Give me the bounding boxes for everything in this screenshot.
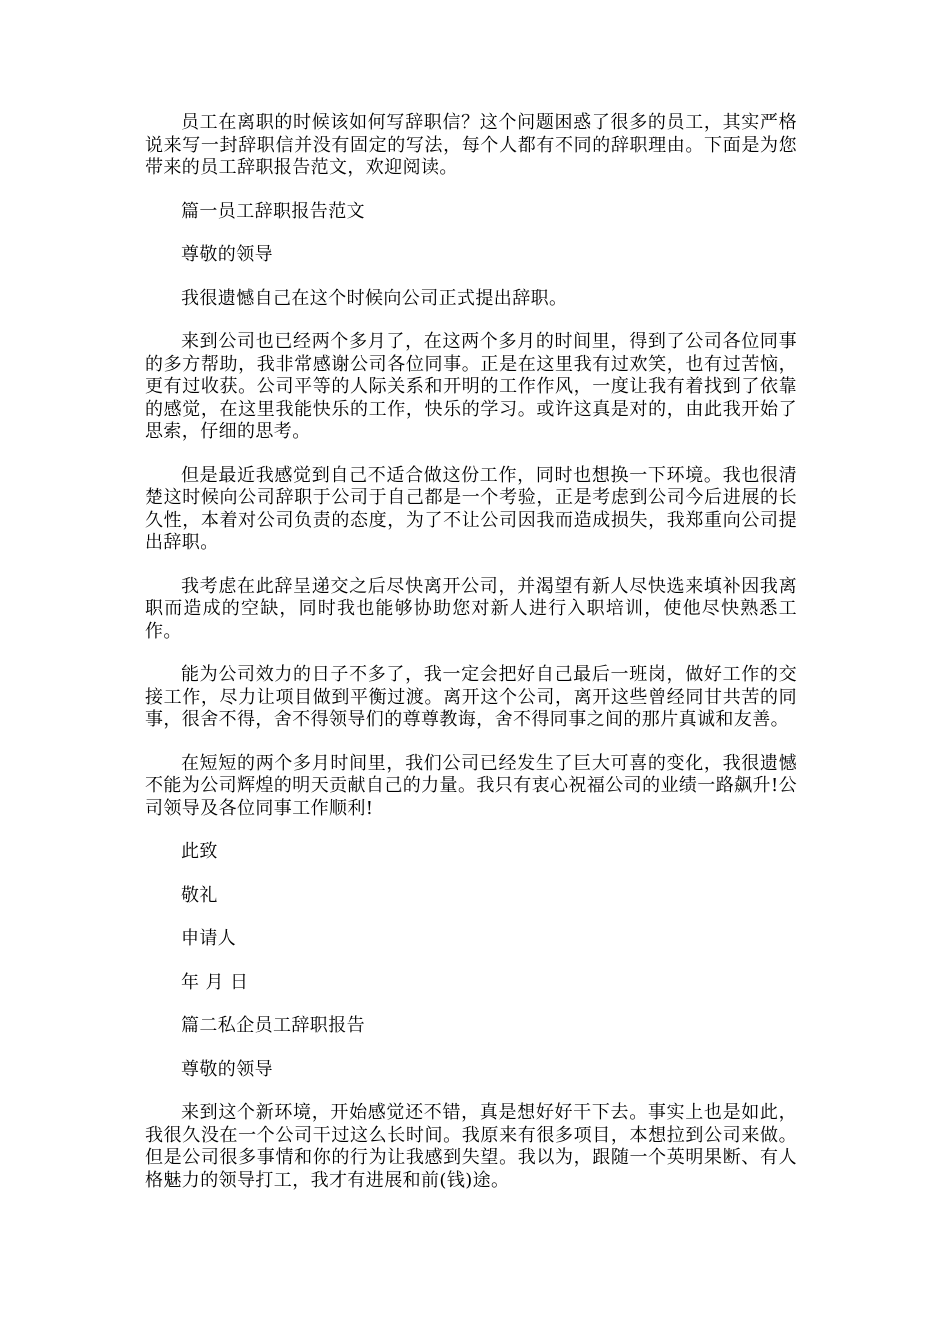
document-body [145, 112, 797, 1213]
closing-line: 敬礼 [181, 884, 218, 906]
intro-paragraph: 员工在离职的时候该如何写辞职信？这个问题困惑了很多的员工，其实严格说来写一封辞职信并没有固定的写法，每个人都有不同的辞职理由。下面是为您带来的员工辞职报告范文，欢迎阅读。 [145, 112, 797, 178]
section-heading-2: 篇二私企员工辞职报告 [181, 1015, 365, 1036]
body-paragraph: 但是最近我感觉到自己不适合做这份工作，同时也想换一下环境。我也很清楚这时候向公司辞职于公司于自己都是一个考验，正是考虑到公司今后进展的长久性，本着对公司负责的态度，为了不让公司因我而造成损失，我郑重向公司提出辞职。 [145, 464, 797, 553]
body-paragraph: 我考虑在此辞呈递交之后尽快离开公司，并渴望有新人尽快选来填补因我离职而造成的空缺，同时我也能够协助您对新人进行入职培训，使他尽快熟悉工作。 [145, 575, 797, 642]
date-line: 年 月 日 [181, 971, 249, 993]
section-heading-1: 篇一员工辞职报告范文 [181, 200, 365, 222]
body-paragraph: 在短短的两个多月时间里，我们公司已经发生了巨大可喜的变化，我很遗憾不能为公司辉煌的明天贡献自己的力量。我只有衷心祝福公司的业绩一路飙升!公司领导及各位同事工作顺利! [145, 752, 797, 819]
body-paragraph: 我很遗憾自己在这个时候向公司正式提出辞职。 [181, 287, 568, 309]
body-paragraph: 来到公司也已经两个多月了，在这两个多月的时间里，得到了公司各位同事的多方帮助，我非常感谢公司各位同事。正是在这里我有过欢笑，也有过苦恼，更有过收获。公司平等的人际关系和开明的工作作风，一度让我有着找到了依靠的感觉，在这里我能快乐的工作，快乐的学习。或许这真是对的，由此我开始了思索，仔细的思考。 [145, 331, 797, 442]
closing-line: 此致 [181, 841, 218, 862]
body-paragraph: 来到这个新环境，开始感觉还不错，真是想好好干下去。事实上也是如此，我很久没在一个公司干过这么长时间。我原来有很多项目，本想拉到公司来做。但是公司很多事情和你的行为让我感到失望。我以为，跟随一个英明果断、有人格魅力的领导打工，我才有进展和前(钱)途。 [145, 1102, 797, 1191]
salutation: 尊敬的领导 [181, 1058, 273, 1080]
signature-line: 申请人 [181, 928, 237, 949]
body-paragraph: 能为公司效力的日子不多了，我一定会把好自己最后一班岗，做好工作的交接工作，尽力让项目做到平衡过渡。离开这个公司，离开这些曾经同甘共苦的同事，很舍不得，舍不得领导们的尊尊教诲，舍不得同事之间的那片真诚和友善。 [145, 664, 797, 730]
salutation: 尊敬的领导 [181, 244, 273, 265]
